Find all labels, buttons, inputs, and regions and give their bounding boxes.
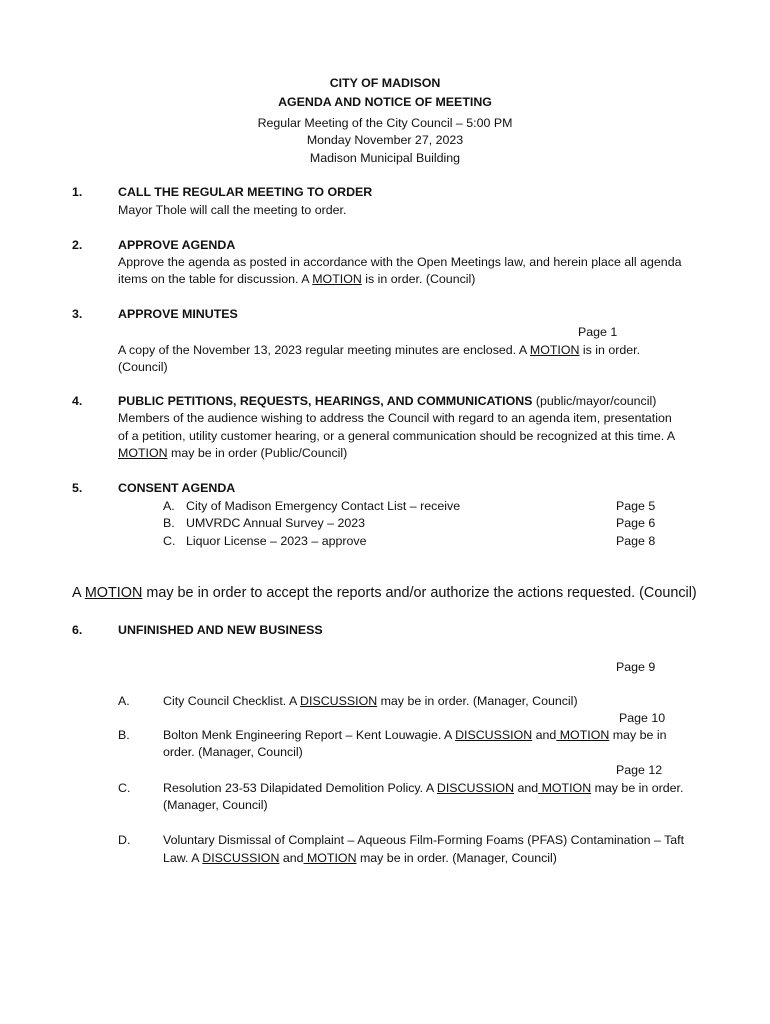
business-item-text: Voluntary Dismissal of Complaint – Aqueous Film-Forming Foams (PFAS) Contamination – Taft (163, 833, 685, 847)
business-item-text: order. (Manager, Council) (163, 745, 303, 759)
page-ref: Page 1 (578, 325, 618, 339)
page-ref: Page 8 (616, 534, 656, 548)
motion-link: MOTION (303, 851, 357, 865)
item-text: MOTION may be in order (Public/Council) (118, 446, 348, 460)
business-item-letter: A. (118, 694, 130, 708)
business-item-text: Law. A DISCUSSION and MOTION may be in order. (Manager, Council) (163, 851, 557, 865)
item-number: 6. (72, 623, 83, 637)
motion-link: MOTION (556, 728, 610, 742)
item-number: 5. (72, 481, 83, 495)
consent-item-text: UMVRDC Annual Survey – 2023 (186, 516, 366, 530)
meeting-date: Monday November 27, 2023 (306, 133, 464, 147)
item-number: 1. (72, 185, 83, 199)
meeting-location: Madison Municipal Building (309, 151, 461, 165)
item-heading: PUBLIC PETITIONS, REQUESTS, HEARINGS, AND COMMUNICATIONS (public/mayor/council) (118, 394, 657, 408)
item-text: A copy of the November 13, 2023 regular meeting minutes are enclosed. A MOTION is in order. (118, 343, 641, 357)
item-number: 4. (72, 394, 83, 408)
business-item-text: City Council Checklist. A DISCUSSION may be in order. (Manager, Council) (163, 694, 578, 708)
motion-link: MOTION (538, 781, 592, 795)
document-title: AGENDA AND NOTICE OF MEETING (278, 95, 492, 109)
discussion-link: DISCUSSION (436, 781, 515, 795)
page-ref: Page 12 (616, 763, 663, 777)
item-text: Members of the audience wishing to address the Council with regard to an agenda item, presentation (118, 411, 672, 425)
consent-item-letter: C. (163, 534, 176, 548)
item-number: 3. (72, 307, 83, 321)
document-city: CITY OF MADISON (329, 76, 441, 90)
motion-link: MOTION (312, 272, 362, 286)
item-text: Mayor Thole will call the meeting to order. (118, 203, 347, 217)
discussion-link: DISCUSSION (202, 851, 280, 865)
page-ref: Page 6 (616, 516, 656, 530)
meeting-type: Regular Meeting of the City Council – 5:00 PM (257, 116, 513, 130)
item-text: (Council) (118, 360, 168, 374)
consent-item-letter: A. (163, 499, 175, 513)
motion-link: MOTION (118, 446, 168, 460)
item-text: Approve the agenda as posted in accordance with the Open Meetings law, and herein place all agenda (118, 255, 682, 269)
item-heading: CONSENT AGENDA (118, 481, 236, 495)
business-item-text: Resolution 23-53 Dilapidated Demolition Policy. A DISCUSSION and MOTION may be in order. (163, 781, 684, 795)
page-ref: Page 9 (616, 660, 656, 674)
item-number: 2. (72, 238, 83, 252)
page-ref: Page 5 (616, 499, 656, 513)
business-item-letter: C. (118, 781, 131, 795)
motion-link: MOTION (529, 343, 580, 357)
consent-item-text: City of Madison Emergency Contact List – receive (186, 499, 461, 513)
consent-item-letter: B. (163, 516, 175, 530)
business-item-letter: D. (118, 833, 131, 847)
item-text: of a petition, utility customer hearing, or a general communication should be recognized at this time. A (118, 429, 676, 443)
consent-item-text: Liquor License – 2023 – approve (186, 534, 367, 548)
business-item-text: Bolton Menk Engineering Report – Kent Louwagie. A DISCUSSION and MOTION may be in (163, 728, 667, 742)
item-heading: APPROVE AGENDA (118, 238, 236, 252)
page-ref: Page 10 (619, 711, 666, 725)
motion-link: MOTION (84, 585, 143, 601)
item-heading: CALL THE REGULAR MEETING TO ORDER (118, 185, 373, 199)
discussion-link: DISCUSSION (300, 694, 378, 708)
motion-statement: A MOTION may be in order to accept the reports and/or authorize the actions requested. (Council) (72, 585, 697, 601)
business-item-text: (Manager, Council) (163, 798, 268, 812)
item-heading: APPROVE MINUTES (118, 307, 238, 321)
item-text: items on the table for discussion. A MOTION is in order. (Council) (118, 272, 476, 286)
item-heading: UNFINISHED AND NEW BUSINESS (118, 623, 323, 637)
discussion-link: DISCUSSION (455, 728, 533, 742)
business-item-letter: B. (118, 728, 130, 742)
